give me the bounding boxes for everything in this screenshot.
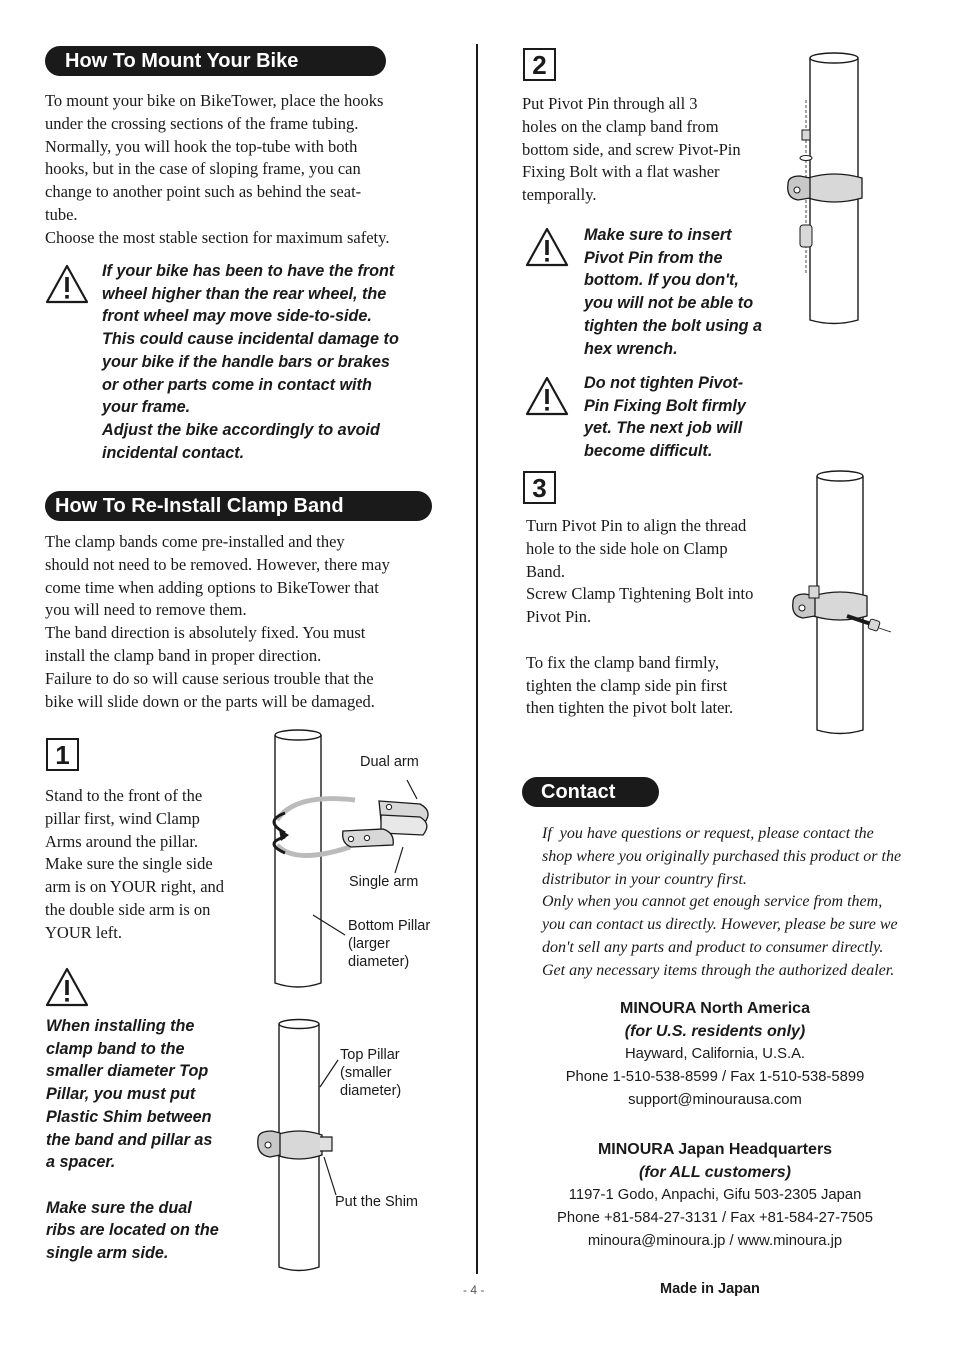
mount-body: To mount your bike on BikeTower, place the hooks under the crossing sections of the frame tubing. Normally, you will hook the top-tube with both hooks, but in the case of sloping frame, you can change to another point such as behind the seat- tube. Choose the most stable section for maximum safety.: [45, 91, 390, 247]
jp-email-web[interactable]: minoura@minoura.jp / www.minoura.jp: [587, 1233, 843, 1249]
warning-triangle-icon: [44, 263, 90, 305]
step-2-warning-2: Do not tighten Pivot- Pin Fixing Bolt firmly yet. The next job will become difficult.: [584, 374, 746, 461]
warning-triangle-icon: [524, 375, 570, 417]
jp-phone: Phone +81-584-27-3131 / Fax +81-584-27-7505: [557, 1210, 873, 1226]
bottom-pillar-label: Bottom Pillar (larger diameter): [348, 918, 431, 970]
step-1-number: 1: [46, 738, 79, 771]
reinstall-body: The clamp bands come pre-installed and they should not need to be removed. However, there may come time when adding options to BikeTower that you will need to remove them. The band direction is absolutely fixed. You must install the clamp band in proper direction. Failure to do so will cause serious trouble that the bike will slide down or the parts will be damaged.: [45, 532, 390, 711]
jp-address: 1197-1 Godo, Anpachi, Gifu 503-2305 Japan: [568, 1187, 862, 1203]
na-email[interactable]: support@minourausa.com: [628, 1092, 802, 1108]
jp-note: (for ALL customers): [638, 1164, 791, 1181]
reinstall-heading: How To Re-Install Clamp Band: [45, 491, 432, 521]
clamp-bolt-illustration: [785, 468, 895, 740]
step-1-warning: When installing the clamp band to the smaller diameter Top Pillar, you must put Plastic Shim between the band and pillar as a spacer. Make sure the dual ribs are located on the single arm side.: [46, 1017, 219, 1263]
dual-arm-label: Dual arm: [360, 754, 419, 770]
pivot-pin-illustration: [780, 50, 880, 330]
na-phone: Phone 1-510-538-8599 / Fax 1-510-538-5899: [565, 1069, 865, 1085]
na-company-name: MINOURA North America: [620, 1000, 810, 1017]
mount-heading: How To Mount Your Bike: [45, 46, 386, 76]
step-1-text: Stand to the front of the pillar first, wind Clamp Arms around the pillar. Make sure the single side arm is on YOUR right, and the double side arm is on YOUR left.: [45, 786, 225, 942]
shim-label: Put the Shim: [335, 1194, 419, 1210]
mount-warning: If your bike has been to have the front wheel higher than the rear wheel, the front wheel may move side-to-side. This could cause incidental damage to your bike if the handle bars or brakes or other parts come in contact with your frame. Adjust the bike accordingly to avoid incidental contact.: [102, 262, 399, 462]
top-pillar-label: Top Pillar (smaller diameter): [340, 1047, 402, 1099]
step-2-number: 2: [523, 48, 556, 81]
step-3-text: Turn Pivot Pin to align the thread hole to the side hole on Clamp Band. Screw Clamp Tightening Bolt into Pivot Pin. To fix the clamp band firmly, tighten the clamp side pin first then tighten the pivot bolt later.: [526, 516, 754, 718]
na-address: Hayward, California, U.S.A.: [624, 1046, 806, 1062]
warning-triangle-icon: [524, 226, 570, 268]
jp-company-name: MINOURA Japan Headquarters: [597, 1141, 833, 1158]
page-number: - 4 -: [463, 1283, 485, 1297]
column-divider: [476, 44, 478, 1274]
step-2-text: Put Pivot Pin through all 3 holes on the clamp band from bottom side, and screw Pivot-Pin Fixing Bolt with a flat washer temporally.: [522, 94, 741, 205]
warning-triangle-icon: [44, 966, 90, 1008]
single-arm-label: Single arm: [349, 874, 419, 890]
contact-heading: Contact: [522, 777, 659, 807]
step-2-warning-1: Make sure to insert Pivot Pin from the bottom. If you don't, you will not be able to tighten the bolt using a hex wrench.: [584, 226, 763, 358]
step-3-number: 3: [523, 471, 556, 504]
contact-north-america: [505, 997, 925, 1112]
contact-japan: [505, 1138, 925, 1253]
contact-intro: If you have questions or request, please contact the shop where you originally purchased this product or the distributor in your country first. Only when you cannot get enough service from them, you can contact us directly. However, please be sure we don't sell any parts and product to consumer directly. Get any necessary items through the authorized dealer.: [542, 825, 902, 979]
na-note: (for U.S. residents only): [624, 1023, 806, 1040]
made-in-japan: Made in Japan: [660, 1281, 760, 1297]
